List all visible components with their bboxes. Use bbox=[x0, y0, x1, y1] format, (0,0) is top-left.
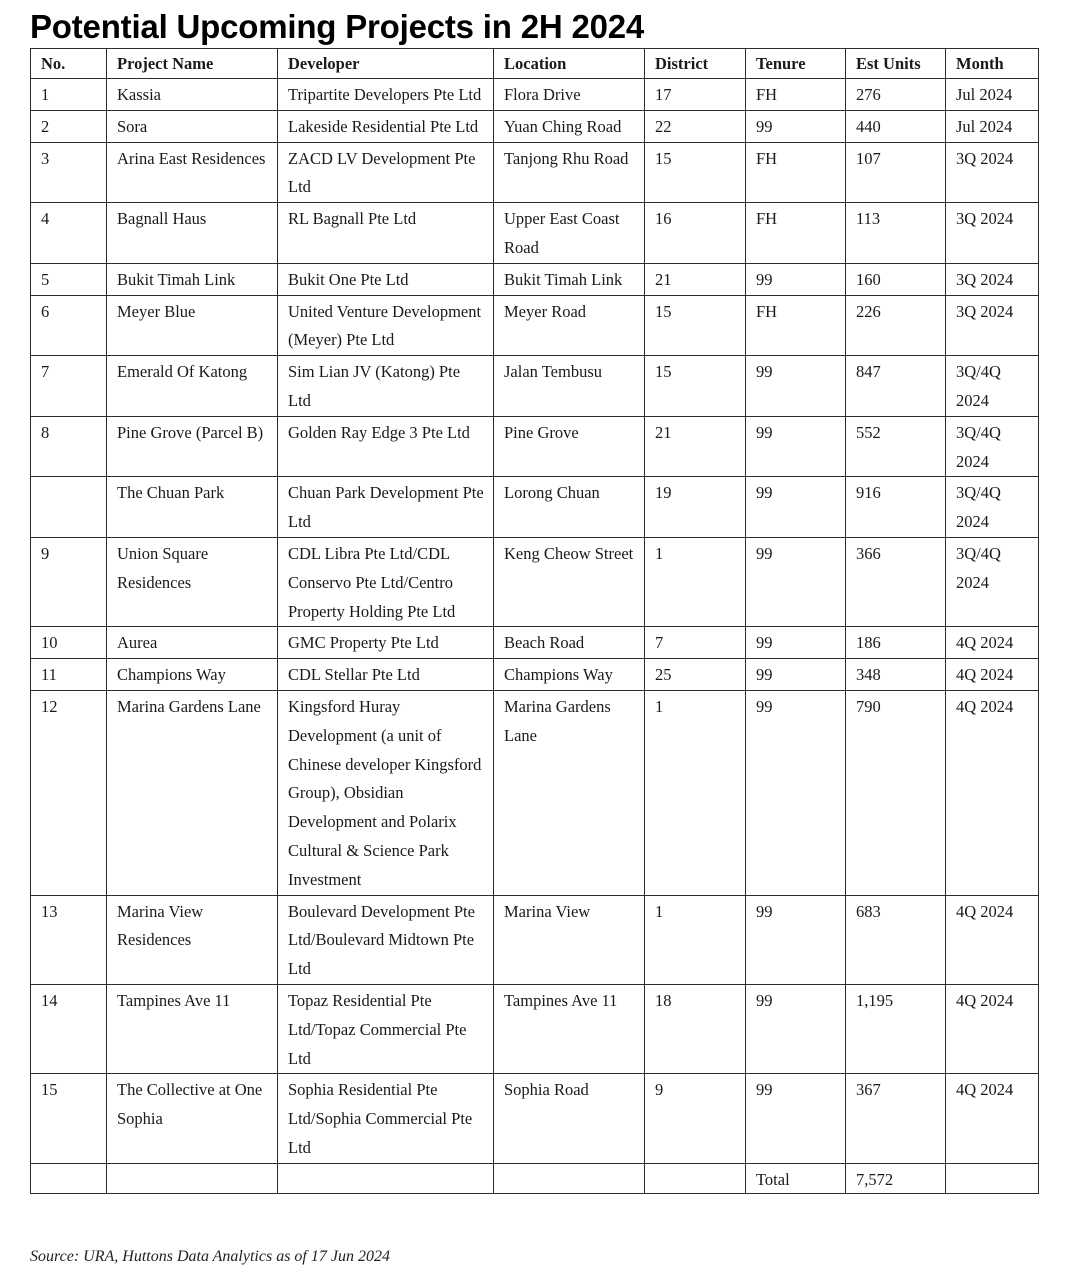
column-header-tenure: Tenure bbox=[746, 49, 846, 79]
cell-project-name: Champions Way bbox=[107, 659, 278, 691]
cell-developer: GMC Property Pte Ltd bbox=[278, 627, 494, 659]
cell-project-name: Pine Grove (Parcel B) bbox=[107, 416, 278, 477]
cell-district: 25 bbox=[645, 659, 746, 691]
total-empty-cell bbox=[278, 1163, 494, 1193]
cell-location: Champions Way bbox=[494, 659, 645, 691]
cell-project-name: Marina View Residences bbox=[107, 895, 278, 984]
cell-tenure: 99 bbox=[746, 477, 846, 538]
cell-developer: RL Bagnall Pte Ltd bbox=[278, 203, 494, 264]
cell-location: Flora Drive bbox=[494, 79, 645, 111]
cell-tenure: 99 bbox=[746, 627, 846, 659]
table-row bbox=[31, 984, 1039, 1073]
cell-developer: Sim Lian JV (Katong) Pte Ltd bbox=[278, 356, 494, 417]
cell-developer: Kingsford Huray Development (a unit of Chinese developer Kingsford Group), Obsidian Development and Polarix Cultural & Science Park Investment bbox=[278, 690, 494, 895]
cell-developer: Bukit One Pte Ltd bbox=[278, 263, 494, 295]
cell-project-name: Bukit Timah Link bbox=[107, 263, 278, 295]
cell-district: 7 bbox=[645, 627, 746, 659]
cell-est-units: 367 bbox=[846, 1074, 946, 1163]
cell-no: 1 bbox=[31, 79, 107, 111]
cell-est-units: 226 bbox=[846, 295, 946, 356]
cell-no: 4 bbox=[31, 203, 107, 264]
cell-month: 3Q 2024 bbox=[946, 142, 1039, 203]
cell-project-name: Kassia bbox=[107, 79, 278, 111]
cell-no: 8 bbox=[31, 416, 107, 477]
source-note: Source: URA, Huttons Data Analytics as of 17 Jun 2024 bbox=[30, 1248, 390, 1265]
table-row bbox=[31, 537, 1039, 626]
table-row bbox=[31, 627, 1039, 659]
cell-month: Jul 2024 bbox=[946, 110, 1039, 142]
table-row bbox=[31, 203, 1039, 264]
cell-location: Meyer Road bbox=[494, 295, 645, 356]
cell-est-units: 552 bbox=[846, 416, 946, 477]
cell-month: 3Q/4Q 2024 bbox=[946, 477, 1039, 538]
cell-month: Jul 2024 bbox=[946, 79, 1039, 111]
cell-tenure: 99 bbox=[746, 895, 846, 984]
cell-developer: Boulevard Development Pte Ltd/Boulevard Midtown Pte Ltd bbox=[278, 895, 494, 984]
cell-project-name: Sora bbox=[107, 110, 278, 142]
cell-location: Jalan Tembusu bbox=[494, 356, 645, 417]
cell-project-name: Union Square Residences bbox=[107, 537, 278, 626]
cell-district: 15 bbox=[645, 295, 746, 356]
table-body bbox=[31, 79, 1039, 1194]
cell-est-units: 847 bbox=[846, 356, 946, 417]
cell-project-name: Tampines Ave 11 bbox=[107, 984, 278, 1073]
table-title: Potential Upcoming Projects in 2H 2024 bbox=[30, 8, 645, 45]
cell-district: 15 bbox=[645, 142, 746, 203]
cell-est-units: 160 bbox=[846, 263, 946, 295]
cell-developer: CDL Stellar Pte Ltd bbox=[278, 659, 494, 691]
column-header-month: Month bbox=[946, 49, 1039, 79]
column-header-project-name: Project Name bbox=[107, 49, 278, 79]
total-row bbox=[31, 1163, 1039, 1193]
cell-district: 18 bbox=[645, 984, 746, 1073]
cell-month: 3Q 2024 bbox=[946, 295, 1039, 356]
cell-tenure: 99 bbox=[746, 690, 846, 895]
table-row bbox=[31, 263, 1039, 295]
cell-est-units: 1,195 bbox=[846, 984, 946, 1073]
total-empty-cell bbox=[494, 1163, 645, 1193]
cell-month: 4Q 2024 bbox=[946, 690, 1039, 895]
cell-district: 21 bbox=[645, 263, 746, 295]
total-label: Total bbox=[746, 1163, 846, 1193]
cell-location: Sophia Road bbox=[494, 1074, 645, 1163]
cell-project-name: Emerald Of Katong bbox=[107, 356, 278, 417]
cell-developer: CDL Libra Pte Ltd/CDL Conservo Pte Ltd/Centro Property Holding Pte Ltd bbox=[278, 537, 494, 626]
cell-month: 3Q/4Q 2024 bbox=[946, 356, 1039, 417]
cell-month: 3Q 2024 bbox=[946, 203, 1039, 264]
cell-developer: Golden Ray Edge 3 Pte Ltd bbox=[278, 416, 494, 477]
cell-project-name: Marina Gardens Lane bbox=[107, 690, 278, 895]
cell-location: Beach Road bbox=[494, 627, 645, 659]
table-header bbox=[31, 49, 1039, 79]
cell-est-units: 186 bbox=[846, 627, 946, 659]
cell-tenure: FH bbox=[746, 203, 846, 264]
cell-tenure: 99 bbox=[746, 537, 846, 626]
table-row bbox=[31, 356, 1039, 417]
total-empty-cell bbox=[645, 1163, 746, 1193]
cell-tenure: 99 bbox=[746, 263, 846, 295]
cell-location: Marina View bbox=[494, 895, 645, 984]
cell-developer: Topaz Residential Pte Ltd/Topaz Commercial Pte Ltd bbox=[278, 984, 494, 1073]
cell-developer: Sophia Residential Pte Ltd/Sophia Commercial Pte Ltd bbox=[278, 1074, 494, 1163]
cell-est-units: 683 bbox=[846, 895, 946, 984]
table-row bbox=[31, 659, 1039, 691]
cell-developer: ZACD LV Development Pte Ltd bbox=[278, 142, 494, 203]
table-row bbox=[31, 477, 1039, 538]
cell-month: 4Q 2024 bbox=[946, 627, 1039, 659]
table-row bbox=[31, 110, 1039, 142]
cell-no: 11 bbox=[31, 659, 107, 691]
total-empty-cell bbox=[946, 1163, 1039, 1193]
cell-tenure: 99 bbox=[746, 356, 846, 417]
cell-project-name: Arina East Residences bbox=[107, 142, 278, 203]
cell-developer: United Venture Development (Meyer) Pte Ltd bbox=[278, 295, 494, 356]
cell-est-units: 366 bbox=[846, 537, 946, 626]
cell-location: Bukit Timah Link bbox=[494, 263, 645, 295]
cell-no: 15 bbox=[31, 1074, 107, 1163]
cell-developer: Tripartite Developers Pte Ltd bbox=[278, 79, 494, 111]
cell-tenure: FH bbox=[746, 295, 846, 356]
cell-location: Tampines Ave 11 bbox=[494, 984, 645, 1073]
cell-district: 1 bbox=[645, 537, 746, 626]
cell-no: 2 bbox=[31, 110, 107, 142]
cell-project-name: The Chuan Park bbox=[107, 477, 278, 538]
column-header-est-units: Est Units bbox=[846, 49, 946, 79]
cell-tenure: 99 bbox=[746, 110, 846, 142]
cell-location: Yuan Ching Road bbox=[494, 110, 645, 142]
cell-location: Pine Grove bbox=[494, 416, 645, 477]
cell-location: Marina Gardens Lane bbox=[494, 690, 645, 895]
cell-developer: Lakeside Residential Pte Ltd bbox=[278, 110, 494, 142]
cell-est-units: 113 bbox=[846, 203, 946, 264]
cell-tenure: 99 bbox=[746, 659, 846, 691]
cell-est-units: 916 bbox=[846, 477, 946, 538]
table-row bbox=[31, 416, 1039, 477]
column-header-location: Location bbox=[494, 49, 645, 79]
cell-location: Upper East Coast Road bbox=[494, 203, 645, 264]
total-empty-cell bbox=[31, 1163, 107, 1193]
cell-no: 12 bbox=[31, 690, 107, 895]
cell-district: 22 bbox=[645, 110, 746, 142]
cell-no: 6 bbox=[31, 295, 107, 356]
cell-month: 4Q 2024 bbox=[946, 895, 1039, 984]
column-header-no: No. bbox=[31, 49, 107, 79]
cell-location: Lorong Chuan bbox=[494, 477, 645, 538]
cell-district: 16 bbox=[645, 203, 746, 264]
column-header-developer: Developer bbox=[278, 49, 494, 79]
table-row bbox=[31, 690, 1039, 895]
total-units-value: 7,572 bbox=[846, 1163, 946, 1193]
cell-no: 13 bbox=[31, 895, 107, 984]
cell-district: 1 bbox=[645, 690, 746, 895]
cell-tenure: FH bbox=[746, 142, 846, 203]
cell-est-units: 790 bbox=[846, 690, 946, 895]
cell-no: 7 bbox=[31, 356, 107, 417]
cell-month: 4Q 2024 bbox=[946, 984, 1039, 1073]
cell-tenure: 99 bbox=[746, 1074, 846, 1163]
table-row bbox=[31, 295, 1039, 356]
cell-month: 3Q/4Q 2024 bbox=[946, 416, 1039, 477]
cell-project-name: Bagnall Haus bbox=[107, 203, 278, 264]
header-row bbox=[31, 49, 1039, 79]
cell-district: 19 bbox=[645, 477, 746, 538]
cell-district: 15 bbox=[645, 356, 746, 417]
cell-est-units: 440 bbox=[846, 110, 946, 142]
cell-tenure: 99 bbox=[746, 416, 846, 477]
cell-location: Tanjong Rhu Road bbox=[494, 142, 645, 203]
cell-district: 21 bbox=[645, 416, 746, 477]
cell-no: 9 bbox=[31, 537, 107, 626]
table-row bbox=[31, 1074, 1039, 1163]
cell-tenure: 99 bbox=[746, 984, 846, 1073]
projects-table bbox=[30, 48, 1039, 1194]
cell-project-name: The Collective at One Sophia bbox=[107, 1074, 278, 1163]
cell-district: 1 bbox=[645, 895, 746, 984]
cell-tenure: FH bbox=[746, 79, 846, 111]
cell-no: 14 bbox=[31, 984, 107, 1073]
cell-no: 10 bbox=[31, 627, 107, 659]
cell-developer: Chuan Park Development Pte Ltd bbox=[278, 477, 494, 538]
column-header-district: District bbox=[645, 49, 746, 79]
cell-location: Keng Cheow Street bbox=[494, 537, 645, 626]
cell-district: 9 bbox=[645, 1074, 746, 1163]
cell-district: 17 bbox=[645, 79, 746, 111]
table-row bbox=[31, 79, 1039, 111]
cell-month: 3Q 2024 bbox=[946, 263, 1039, 295]
cell-est-units: 276 bbox=[846, 79, 946, 111]
cell-no: 3 bbox=[31, 142, 107, 203]
cell-month: 4Q 2024 bbox=[946, 659, 1039, 691]
cell-project-name: Meyer Blue bbox=[107, 295, 278, 356]
cell-month: 3Q/4Q 2024 bbox=[946, 537, 1039, 626]
table-row bbox=[31, 142, 1039, 203]
cell-month: 4Q 2024 bbox=[946, 1074, 1039, 1163]
total-empty-cell bbox=[107, 1163, 278, 1193]
cell-est-units: 107 bbox=[846, 142, 946, 203]
cell-project-name: Aurea bbox=[107, 627, 278, 659]
table-row bbox=[31, 895, 1039, 984]
cell-no bbox=[31, 477, 107, 538]
cell-est-units: 348 bbox=[846, 659, 946, 691]
cell-no: 5 bbox=[31, 263, 107, 295]
